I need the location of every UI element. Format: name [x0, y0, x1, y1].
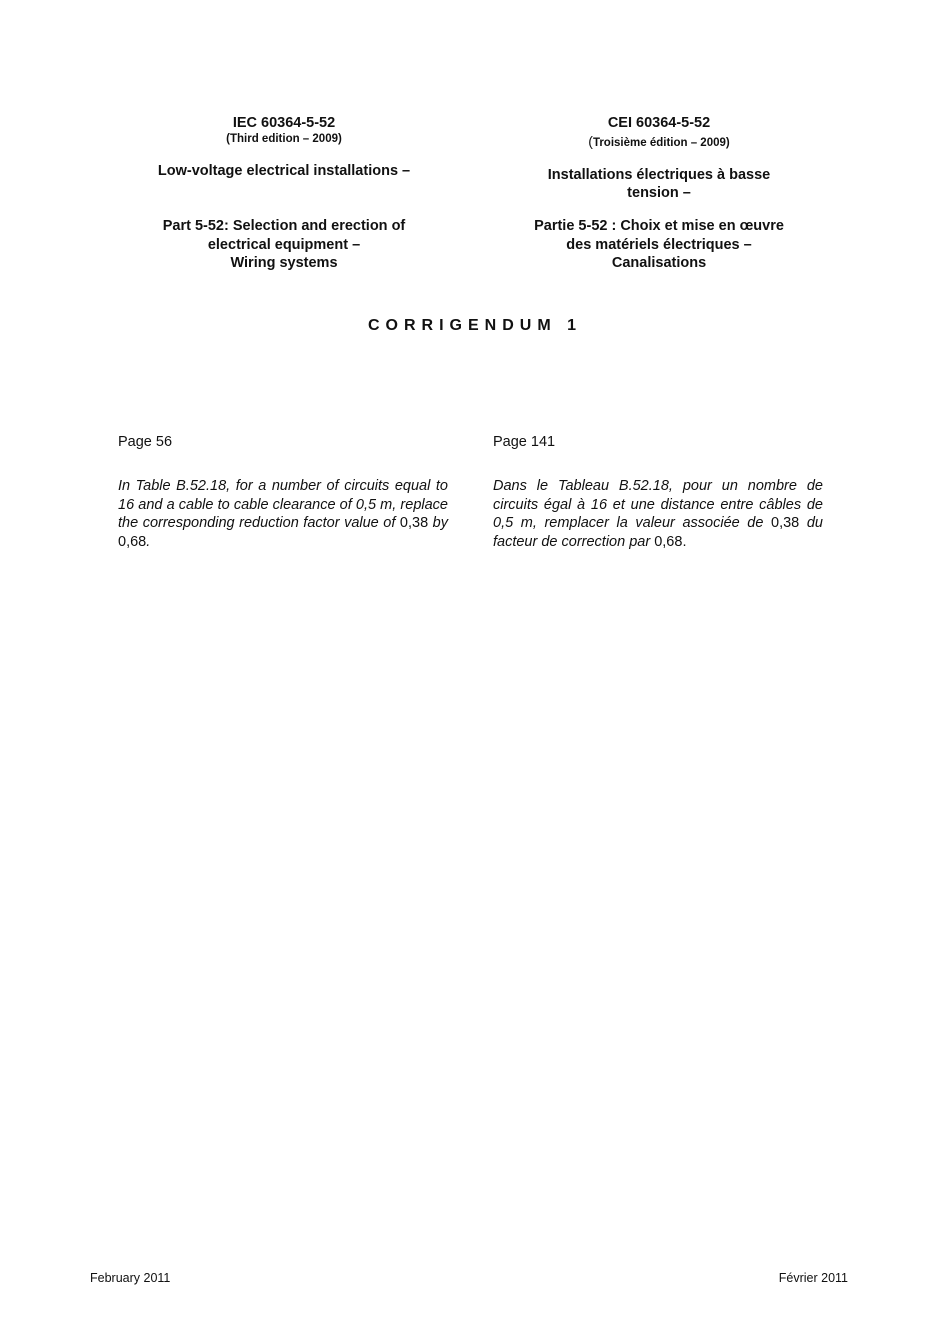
correction-text-en-part: by	[428, 515, 448, 531]
footer-date-fr: Février 2011	[778, 1271, 848, 1285]
correction-text-en-part: .	[146, 533, 151, 550]
old-value-fr: 0,38	[771, 515, 800, 531]
subject-en: Low-voltage electrical installations –	[157, 163, 411, 179]
page-reference-en: Page 56	[118, 434, 173, 450]
subject-fr: Installations électriques à basse tension –	[547, 167, 771, 201]
correction-text-en-part: In Table B.52.18, for a number of circuits equal to 16 and a cable to cable clearance of 0,5 m, replace the corresponding reduction factor value of	[118, 478, 448, 531]
part-title-fr-line: Canalisations	[611, 255, 707, 271]
english-header	[118, 0, 450, 300]
correction-text-en	[118, 477, 448, 551]
edition-fr	[493, 134, 825, 150]
correction-text-fr	[493, 477, 823, 551]
footer-date-en: February 2011	[90, 1271, 171, 1285]
part-title-en-line: Part 5-52: Selection and erection of	[162, 218, 406, 234]
edition-en: (Third edition – 2009)	[226, 133, 342, 145]
part-title-en-line: Wiring systems	[230, 255, 338, 271]
corrigendum-title: CORRIGENDUM 1	[367, 317, 582, 334]
standard-number-fr: CEI 60364-5-52	[607, 115, 711, 131]
new-value-en: 0,68	[118, 533, 147, 550]
part-title-en	[118, 217, 450, 273]
edition-fr-text: Troisième édition – 2009)	[592, 137, 730, 149]
correction-text-fr-part: Dans le Tableau B.52.18, pour un nombre de circuits égal à 16 et une distance entre câbles de 0,5 m, remplacer la valeur associée de	[493, 478, 823, 531]
new-value-fr: 0,68	[654, 533, 683, 550]
page-reference-fr: Page 141	[493, 434, 556, 450]
correction-text-fr-part: .	[682, 533, 687, 550]
standard-number-en: IEC 60364-5-52	[232, 115, 336, 131]
correction-text-fr-part: du facteur de correction par	[493, 515, 823, 550]
part-title-en-line: electrical equipment –	[207, 236, 361, 253]
part-title-fr-line: Partie 5-52 : Choix et mise en œuvre	[534, 218, 784, 234]
french-header	[493, 0, 825, 300]
old-value-en: 0,38	[399, 515, 429, 531]
part-title-fr	[493, 217, 825, 273]
edition-fr-paren: (	[588, 133, 593, 149]
part-title-fr-line: des matériels électriques –	[566, 236, 752, 253]
